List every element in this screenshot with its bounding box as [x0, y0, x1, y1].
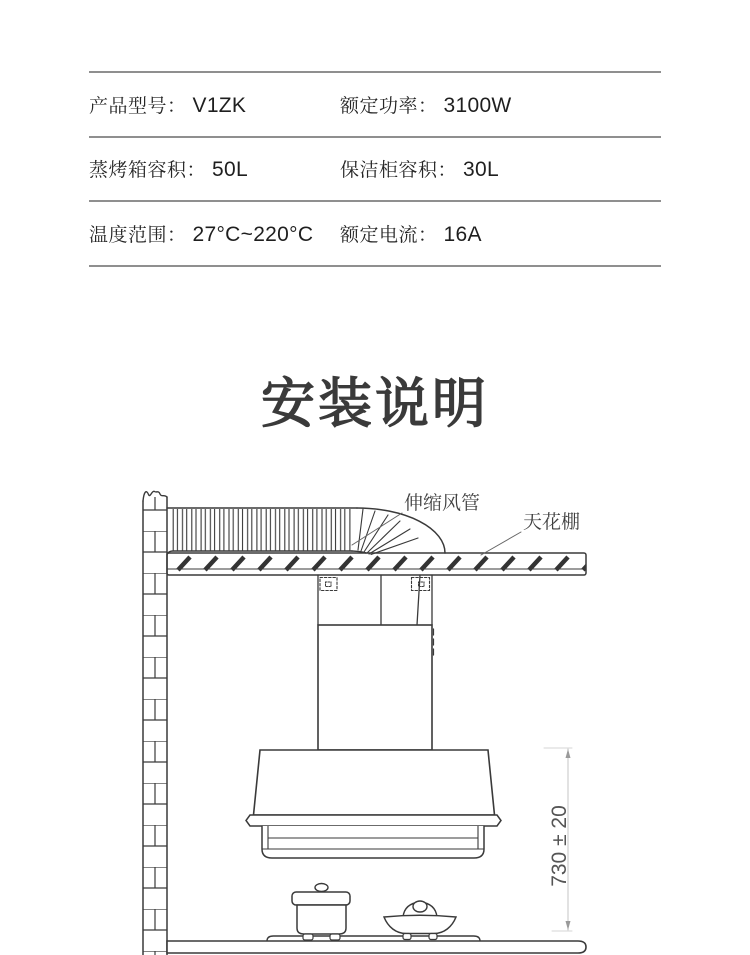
pot-lid: [292, 892, 350, 905]
spec-cell-cabinet-capacity: [340, 155, 499, 182]
flue-section: [318, 575, 432, 625]
installation-diagram: [0, 488, 750, 955]
pot: [292, 884, 350, 941]
duct-leader-line: [352, 513, 402, 545]
spec-value: 30L: [463, 158, 499, 182]
spec-row: [89, 200, 661, 267]
spec-cell-model: [89, 91, 340, 118]
chimney-cover: [318, 625, 434, 750]
spec-label: 保洁柜容积：: [340, 160, 458, 182]
page-title: 安装说明: [261, 374, 489, 434]
hood-panel: [262, 826, 484, 858]
spec-label: 蒸烤箱容积：: [89, 160, 207, 182]
spec-value: 50L: [212, 158, 248, 182]
ceiling-label: 天花棚: [523, 512, 581, 533]
spec-cell-temp-range: [89, 220, 340, 247]
hood-rim: [246, 815, 501, 826]
duct-label: 伸缩风管: [404, 493, 481, 514]
spec-label: 产品型号：: [89, 95, 187, 117]
spec-label: 温度范围：: [89, 224, 187, 246]
spec-value: 3100W: [443, 93, 512, 117]
spec-label: 额定功率：: [340, 95, 438, 117]
dimension-label: 730 ± 20: [548, 805, 571, 887]
range-hood: [246, 750, 501, 858]
spec-row: [89, 71, 661, 136]
spec-cell-rated-power: [340, 91, 512, 118]
wok-body: [384, 915, 456, 933]
ceiling: [167, 553, 586, 575]
spec-table: [89, 71, 661, 267]
spec-value: V1ZK: [192, 93, 247, 117]
spec-cell-oven-capacity: [89, 155, 340, 182]
hood-canopy: [254, 750, 495, 815]
telescopic-duct: [167, 508, 445, 555]
dimension-730: [544, 748, 572, 931]
pot-lid-knob: [315, 884, 328, 892]
spec-row: [89, 136, 661, 201]
spec-cell-rated-current: [340, 220, 482, 247]
mounting-mark-right: [412, 578, 430, 591]
ceiling-leader-line: [481, 532, 521, 555]
spec-label: 额定电流：: [340, 224, 438, 246]
wok-lid-knob: [413, 901, 427, 912]
wok: [384, 901, 456, 940]
mounting-mark-left: [320, 578, 337, 591]
pot-body: [297, 905, 346, 934]
countertop: [167, 936, 586, 953]
duct-elbow-outer: [357, 508, 445, 553]
spec-value: 16A: [443, 222, 482, 246]
spec-value: 27°C~220°C: [192, 222, 314, 246]
wall: [143, 491, 167, 955]
duct-elbow-corrugation: [358, 509, 418, 555]
